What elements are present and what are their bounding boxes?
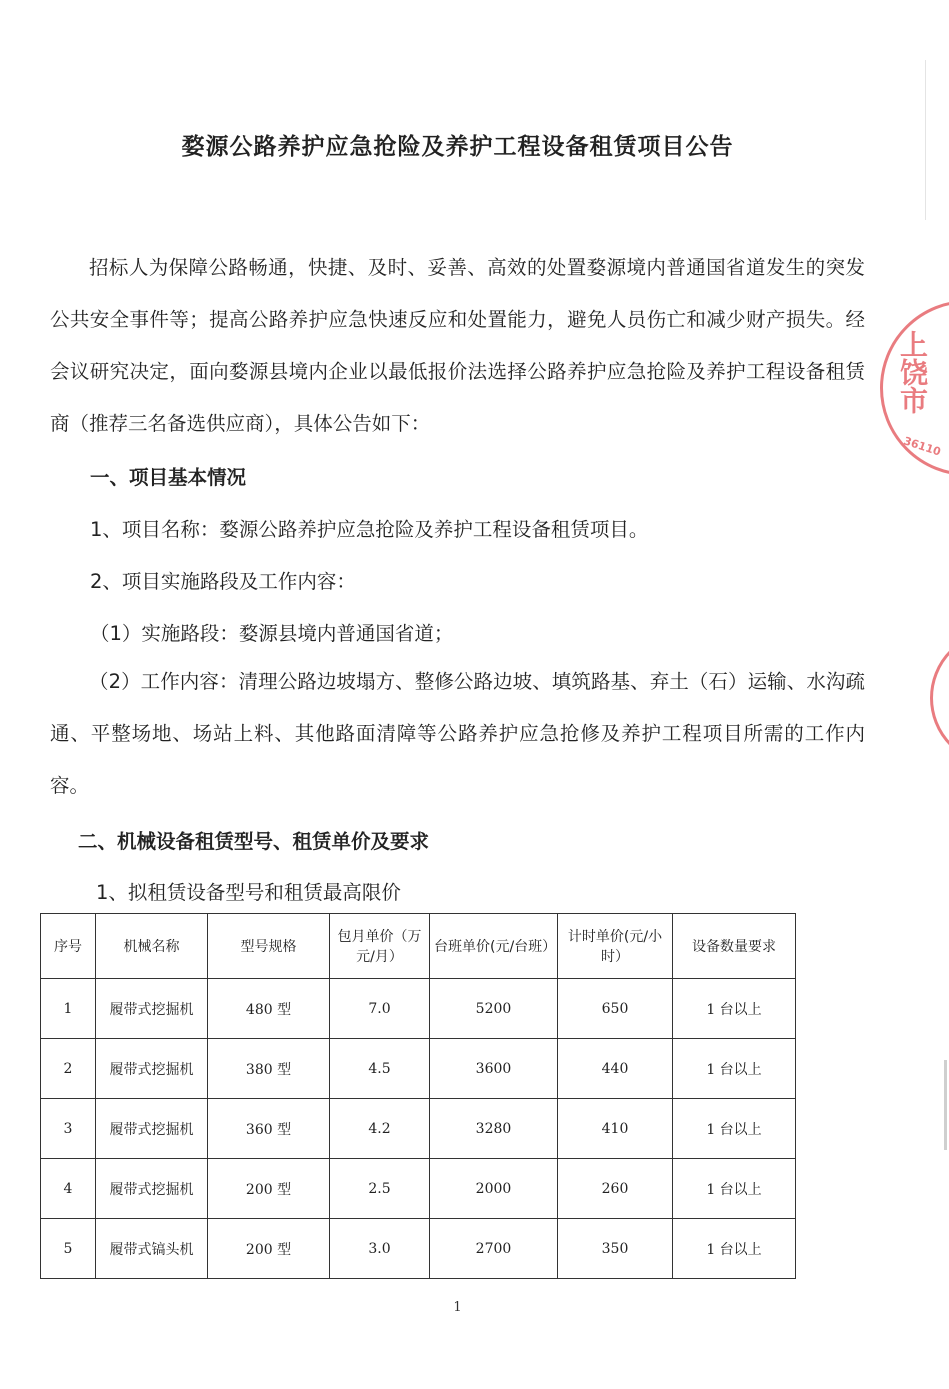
official-seal-top-text: 上饶市: [896, 330, 929, 414]
table-cell: 380 型: [208, 1039, 330, 1099]
table-header-row: [41, 914, 796, 979]
table-cell: 履带式挖掘机: [96, 1039, 208, 1099]
table-cell: 440: [558, 1039, 673, 1099]
table-cell: 7.0: [330, 979, 430, 1039]
table-cell: 3: [41, 1099, 96, 1159]
header-cell: 机械名称: [96, 914, 208, 979]
table-row: [41, 1219, 796, 1279]
table-cell: 3600: [430, 1039, 558, 1099]
table-row: [41, 1039, 796, 1099]
header-cell: 台班单价(元/台班）: [430, 914, 558, 979]
table-cell: 5: [41, 1219, 96, 1279]
table-cell: 5200: [430, 979, 558, 1039]
document-title: 婺源公路养护应急抢险及养护工程设备租赁项目公告: [181, 134, 734, 160]
table-cell: 履带式镐头机: [96, 1219, 208, 1279]
table-cell: 履带式挖掘机: [96, 1159, 208, 1219]
table-cell: 1 台以上: [673, 1219, 796, 1279]
table-row: [41, 979, 796, 1039]
project-scope-item: 2、项目实施路段及工作内容：: [90, 570, 356, 593]
table-cell: 260: [558, 1159, 673, 1219]
table-cell: 360 型: [208, 1099, 330, 1159]
table-cell: 3280: [430, 1099, 558, 1159]
table-row: [41, 1159, 796, 1219]
work-content-item: （2）工作内容：清理公路边坡塌方、整修公路边坡、填筑路基、弃土（石）运输、水沟疏通、平整场地、场站上料、其他路面清障等公路养护应急抢修及养护工程项目所需的工作内容。: [50, 670, 865, 797]
header-cell: 计时单价(元/小时）: [558, 914, 673, 979]
header-cell: 设备数量要求: [673, 914, 796, 979]
table-cell: 410: [558, 1099, 673, 1159]
header-cell: 序号: [41, 914, 96, 979]
table-cell: 履带式挖掘机: [96, 1099, 208, 1159]
table-cell: 1: [41, 979, 96, 1039]
scan-edge-mark: [944, 1060, 947, 1150]
table-cell: 1 台以上: [673, 979, 796, 1039]
scan-edge-mark: [925, 60, 926, 220]
header-cell: 包月单价（万元/月）: [330, 914, 430, 979]
official-seal-bottom: [930, 630, 949, 766]
official-seal-code: 36110: [901, 434, 943, 459]
table-cell: 200 型: [208, 1219, 330, 1279]
table-row: [41, 1099, 796, 1159]
table-cell: 4.2: [330, 1099, 430, 1159]
table-cell: 480 型: [208, 979, 330, 1039]
table-cell: 履带式挖掘机: [96, 979, 208, 1039]
table-caption: 1、拟租赁设备型号和租赁最高限价: [96, 881, 401, 904]
table-cell: 1 台以上: [673, 1039, 796, 1099]
table-cell: 4.5: [330, 1039, 430, 1099]
project-name-item: 1、项目名称：婺源公路养护应急抢险及养护工程设备租赁项目。: [90, 518, 649, 541]
section2-heading: 二、机械设备租赁型号、租赁单价及要求: [78, 830, 430, 853]
section1-heading: 一、项目基本情况: [90, 466, 247, 489]
table-cell: 2700: [430, 1219, 558, 1279]
table-cell: 2000: [430, 1159, 558, 1219]
intro-paragraph: 招标人为保障公路畅通，快捷、及时、妥善、高效的处置婺源境内普通国省道发生的突发公共安全事件等；提高公路养护应急快速反应和处置能力，避免人员伤亡和减少财产损失。经会议研究决定，面向婺源县境内企业以最低报价法选择公路养护应急抢险及养护工程设备租赁商（推荐三名备选供应商），具体公告如下：: [50, 256, 865, 435]
table-cell: 2: [41, 1039, 96, 1099]
table-cell: 200 型: [208, 1159, 330, 1219]
table-cell: 2.5: [330, 1159, 430, 1219]
table-cell: 1 台以上: [673, 1099, 796, 1159]
table-cell: 650: [558, 979, 673, 1039]
header-cell: 型号规格: [208, 914, 330, 979]
road-section-item: （1）实施路段：婺源县境内普通国省道；: [90, 622, 454, 645]
table-cell: 1 台以上: [673, 1159, 796, 1219]
table-cell: 350: [558, 1219, 673, 1279]
page-number: 1: [453, 1300, 462, 1315]
table-cell: 4: [41, 1159, 96, 1219]
equipment-rental-table: [40, 913, 796, 1279]
table-cell: 3.0: [330, 1219, 430, 1279]
